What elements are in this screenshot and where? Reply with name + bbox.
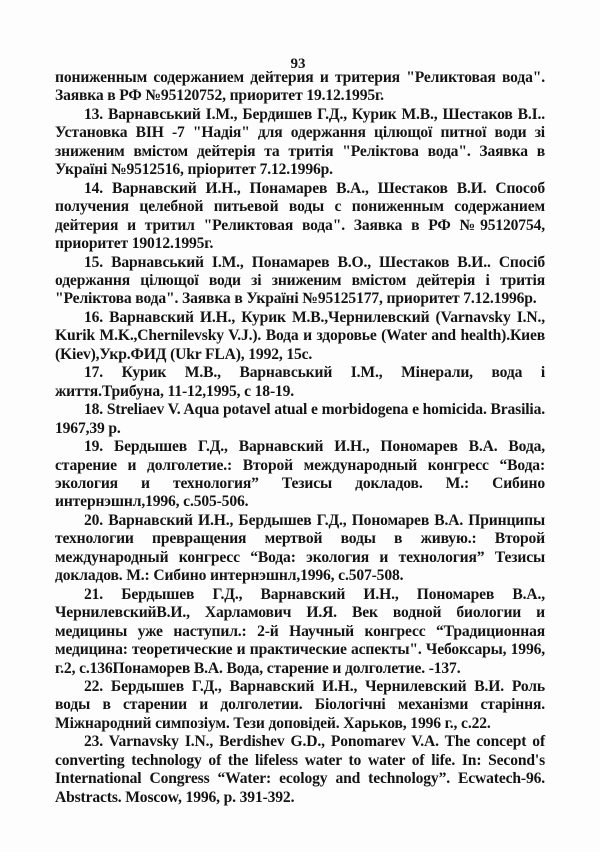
reference-text: Бердышев Г.Д., Варнавский И.Н., Пономарев В.А. Вода, старение и долголетие.: Второй международный конгресс “Вода: экология и технология” Тезисы докладов. М.: Сибино интернэшнл,1996, с.505-506.: [55, 438, 545, 511]
reference-list: [55, 69, 545, 807]
reference-text: Варнавський І.М., Понамарев В.О., Шестаков В.И.. Спосіб одержання цілющої води зі зниженим вмістом дейтерія і тритія "Реліктова вода". Заявка в Україні №95125177, приоритет 7.12.1996р.: [55, 253, 546, 308]
reference-number: 14.: [84, 179, 104, 197]
reference-continuation: пониженным содержанием дейтерия и тритерия "Реликтовая вода". Заявка в РФ №95120752, приоритет 19.12.1995г.: [55, 69, 545, 105]
reference-text: Варнавский И.Н., Курик М.В.,Чернилевский (Varnavsky I.N., Kurik M.K.,Chernilevsky V.J.). Вода и здоровье (Water and health).Киев (Kiev),Укр.ФИД (Ukr FLA), 1992, 15с.: [55, 308, 545, 363]
page-number: 93: [290, 56, 306, 72]
reference-number: 21.: [84, 585, 104, 603]
reference-number: 15.: [84, 253, 104, 271]
reference-item-15: [55, 254, 545, 309]
reference-item-19: [55, 438, 545, 512]
reference-number: 23.: [84, 733, 104, 751]
reference-text: Варнавский И.Н., Понамарев В.А., Шестаков В.И. Способ получения целебной питьевой воды с пониженным содержанием дейтерия и тритил "Реликтовая вода". Заявка в РФ №95120754, приоритет 19012.1995г.: [55, 179, 545, 253]
reference-item-23: [55, 733, 545, 807]
reference-number: 17.: [84, 364, 104, 382]
reference-item-17: [55, 364, 545, 401]
reference-item-21: [55, 586, 545, 678]
reference-text: Streliaev V. Aqua potavel atual e morbidogena e homicida. Brasilia. 1967,39 p.: [55, 401, 546, 437]
reference-item-14: [55, 180, 545, 254]
reference-item-16: [55, 309, 545, 364]
reference-number: 20.: [84, 511, 104, 529]
reference-text: Варнавский И.Н., Бердышев Г.Д., Пономарев В.А. Принципы технологии превращения мертвой воды в живую.: Второй международный конгресс “Вода: экология и технология” Тезисы докладов. М.: Сибино интернэшнл,1996, с.507-508.: [55, 511, 546, 585]
reference-item-22: [55, 678, 545, 733]
reference-text: Курик М.В., Варнавський І.М., Мінерали, вода і життя.Трибуна, 11-12,1995, с 18-19.: [55, 364, 545, 400]
reference-number: 18.: [84, 401, 104, 419]
reference-number: 16.: [84, 308, 104, 326]
reference-item-18: [55, 401, 545, 438]
reference-item-13: [55, 106, 545, 180]
reference-number: 22.: [84, 677, 104, 695]
reference-text: Varnavsky I.N., Berdishev G.D., Ponomarev V.A. The concept of converting technology of the lifeless water to water of life. In: Second's International Congress “Water: ecology and technology”. Ecwatech-96. Abstracts. Moscow, 1996, p. 391-392.: [55, 733, 545, 806]
reference-text: Бердышев Г.Д., Варнавский И.Н., Чернилевский В.И. Роль воды в старении и долголетии. Біологічні механізми старіння. Міжнародний симпозіум. Тези доповідей. Харьков, 1996 г., с.22.: [55, 677, 546, 732]
reference-number: 13.: [84, 105, 104, 123]
reference-item-20: [55, 512, 545, 586]
reference-number: 19.: [84, 438, 104, 456]
reference-text: Варнавський І.М., Бердишев Г.Д., Курик М.В., Шестаков В.І.. Установка ВІН -7 "Надія" для одержання цілющої питної води зі зниженим вмістом дейтерія та тритія "Реліктова вода". Заявка в Україні №9512516, пріоритет 7.12.1996р.: [55, 105, 546, 179]
reference-text: Бердышев Г.Д., Варнавский И.Н., Пономарев В.А., ЧернилевскийВ.И., Харламович И.Я. Век водной биологии и медицины уже наступил.: 2-й Научный конгресс “Традиционная медицина: теоретические и практические аспекты". Чебоксары, 1996, г.2, с.136Понаморев В.А. Вода, старение и долголетие. -137.: [55, 585, 545, 677]
